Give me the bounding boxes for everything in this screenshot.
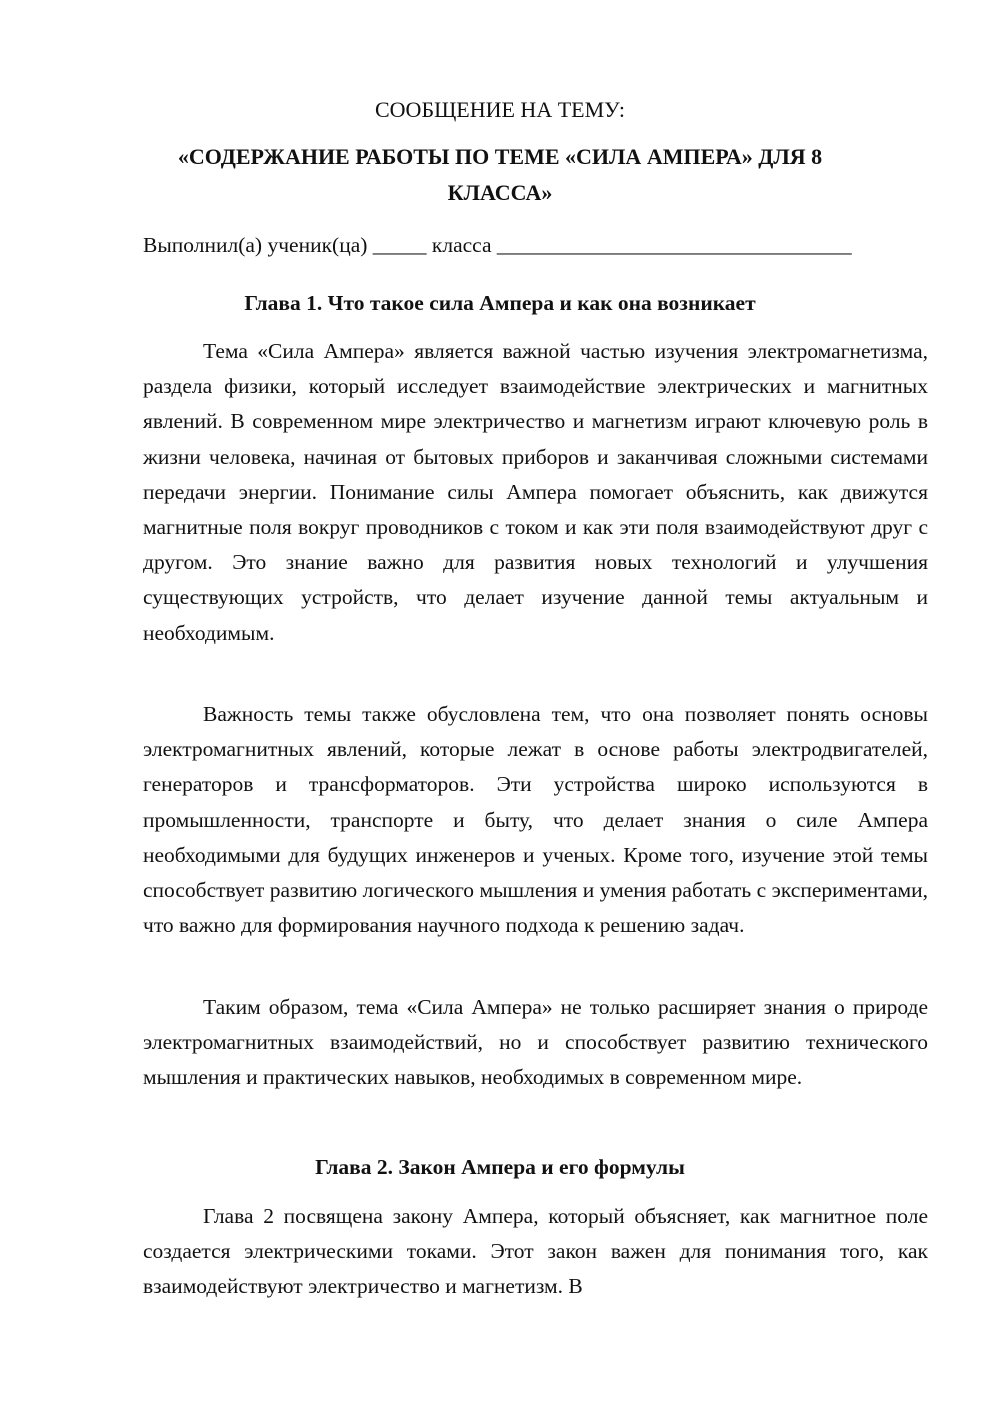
report-type-heading: СООБЩЕНИЕ НА ТЕМУ: — [375, 97, 625, 122]
chapter-1-paragraph-3: Таким образом, тема «Сила Ампера» не только расширяет знания о природе электромагнитных взаимодействий, но и способствует развитию технического мышления и практических навыков, необходимых в современном мире. — [143, 995, 928, 1090]
author-line: Выполнил(а) ученик(ца) _____ класса _________________________________ — [143, 233, 852, 257]
chapter-2-paragraph-1: Глава 2 посвящена закону Ампера, который объясняет, как магнитное поле создается электрическими токами. Этот закон важен для понимания того, как взаимодействуют электричество и магнетизм. В — [143, 1204, 928, 1299]
chapter-1-paragraph-1: Тема «Сила Ампера» является важной частью изучения электромагнетизма, раздела физики, который исследует взаимодействие электрических и магнитных явлений. В современном мире электричество и магнетизм играют ключевую роль в жизни человека, начиная от бытовых приборов и заканчивая сложными системами передачи энергии. Понимание силы Ампера помогает объяснить, как движутся магнитные поля вокруг проводников с током и как эти поля взаимодействуют друг с другом. Это знание важно для развития новых технологий и улучшения существующих устройств, что делает изучение данной темы актуальным и необходимым. — [143, 339, 928, 645]
report-title-line-1: «СОДЕРЖАНИЕ РАБОТЫ ПО ТЕМЕ «СИЛА АМПЕРА» ДЛЯ 8 — [177, 144, 823, 169]
report-title-line-2: КЛАССА» — [447, 180, 553, 205]
chapter-2-title: Глава 2. Закон Ампера и его формулы — [315, 1155, 685, 1179]
chapter-1-title: Глава 1. Что такое сила Ампера и как она возникает — [244, 291, 756, 315]
chapter-1-paragraph-2: Важность темы также обусловлена тем, что она позволяет понять основы электромагнитных явлений, которые лежат в основе работы электродвигателей, генераторов и трансформаторов. Эти устройства широко используются в промышленности, транспорте и быту, что делает знания о силе Ампера необходимыми для будущих инженеров и ученых. Кроме того, изучение этой темы способствует развитию логического мышления и умения работать с экспериментами, что важно для формирования научного подхода к решению задач. — [143, 702, 928, 938]
